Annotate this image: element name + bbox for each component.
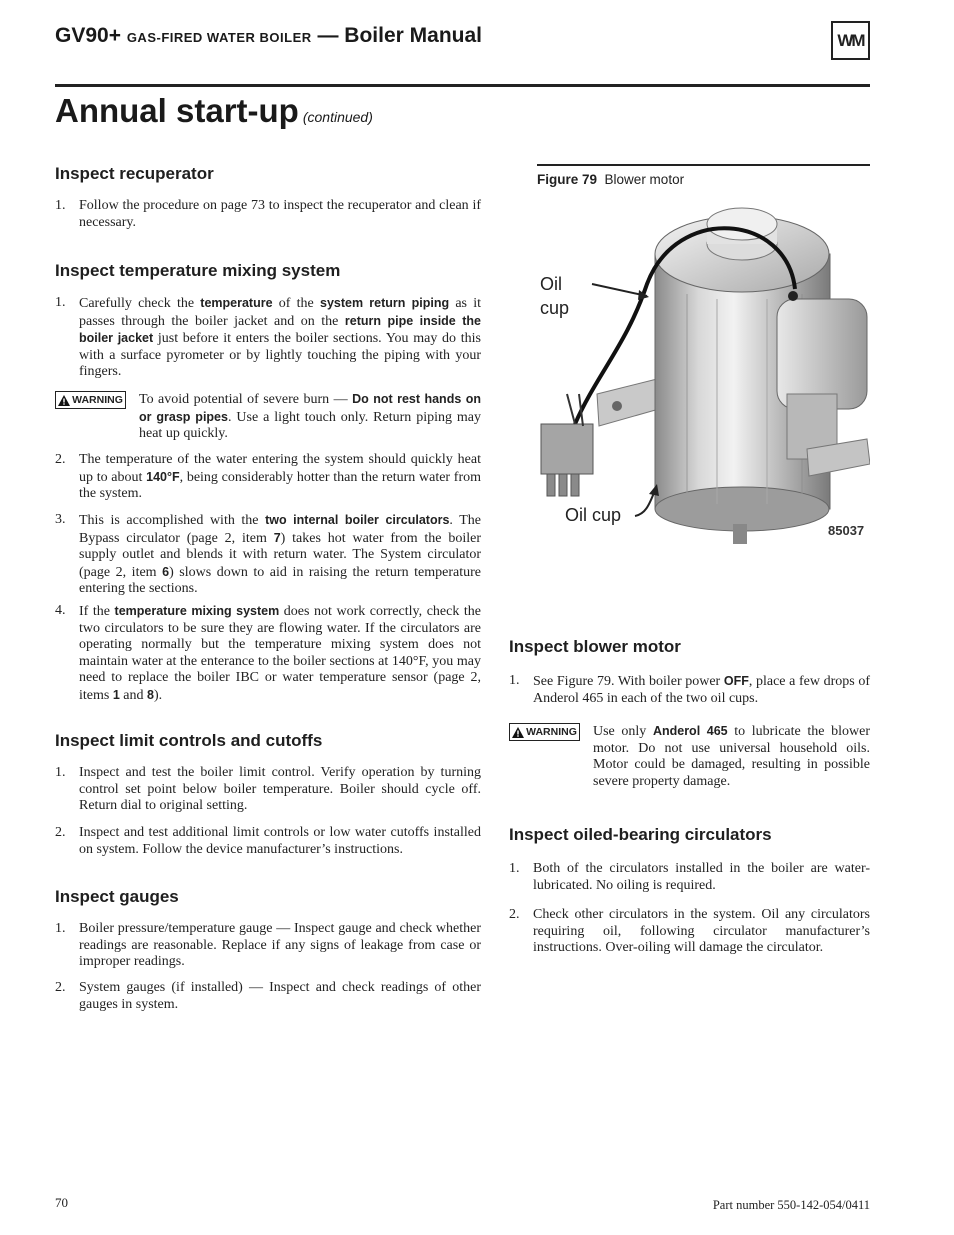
item-number: 2. (55, 452, 66, 467)
item-number: 4. (55, 603, 66, 618)
item-text: If the temperature mixing system does not work correctly, check the two circulators to be sure they are flowing water. If the circulators are operating normally but the temperature mixing system does not maintain water at the enterance to the boiler sections at 140°F, you may need to replace the boiler IBC or water temperature sensor (page 2, items 1 and 8). (79, 604, 481, 703)
list-item (55, 452, 481, 503)
item-number: 2. (55, 980, 66, 995)
figure-rule (537, 164, 870, 166)
item-number: 2. (55, 825, 66, 840)
page-title-text: Annual start-up (55, 92, 299, 129)
list-item (55, 825, 481, 858)
header-rule (55, 84, 870, 87)
list-item (509, 907, 870, 957)
item-number: 1. (509, 673, 520, 688)
item-text: See Figure 79. With boiler power OFF, place a few drops of Anderol 465 in each of the two oil cups. (533, 674, 870, 706)
model-name: GV90+ (55, 24, 121, 47)
list-item (55, 980, 481, 1013)
warning-oil (509, 723, 870, 790)
list-item (55, 512, 481, 598)
item-number: 1. (55, 765, 66, 780)
list-item (55, 765, 481, 815)
brand-logo (831, 21, 870, 60)
item-number: 1. (55, 295, 66, 310)
figure-code: 85037 (828, 523, 865, 538)
item-text: This is accomplished with the two internal boiler circulators. The Bypass circulator (page 2, item 7) takes hot water from the boiler supply outlet and blends it with return water. The System circulator (page 2, item 6) slows down to aid in raising the return temperature entering the sections. (79, 513, 482, 596)
page-header (55, 24, 870, 86)
list-item (509, 673, 870, 707)
figure-caption: Figure 79 Blower motor (537, 172, 685, 187)
item-number: 3. (55, 512, 66, 527)
item-number: 2. (509, 907, 520, 922)
model-subtitle: GAS-FIRED WATER BOILER (126, 30, 312, 45)
svg-text:cup: cup (540, 298, 570, 318)
heading-inspect-limit-controls: Inspect limit controls and cutoffs (55, 731, 323, 750)
warning-badge: WARNING (509, 723, 580, 741)
warning-text: Use only Anderol 465 to lubricate the blower motor. Do not use universal household oils. Motor could be damaged, resulting in possible severe property damage. (593, 724, 870, 789)
warning-triangle-icon (58, 395, 70, 406)
warning-burn (55, 391, 481, 443)
item-number: 1. (55, 198, 66, 213)
list-item (55, 921, 481, 971)
heading-inspect-mixing-system: Inspect temperature mixing system (55, 261, 341, 280)
heading-inspect-gauges: Inspect gauges (55, 887, 179, 906)
warning-text: To avoid potential of severe burn — Do not rest hands on or grasp pipes. Use a light touch only. Return piping may heat up quickly. (139, 392, 482, 441)
list-item (55, 603, 481, 704)
warning-badge: WARNING (55, 391, 126, 409)
item-number: 1. (55, 921, 66, 936)
item-text: System gauges (if installed) — Inspect and check readings of other gauges in system. (79, 980, 481, 1012)
item-text: Carefully check the temperature of the system return piping as it passes through the boiler jacket and on the return pipe inside the boiler jacket just before it enters the boiler sections. You may do this with a surface pyrometer or by lightly touching the piping with your fingers. (79, 296, 481, 379)
item-number: 1. (509, 861, 520, 876)
part-number: Part number 550-142-054/0411 (712, 1198, 870, 1212)
item-text: The temperature of the water entering the system should quickly heat up to about 140°F, being considerably hotter than the return water from the system. (79, 452, 482, 501)
warning-triangle-icon (512, 727, 524, 738)
label-oil-cup-bottom: Oil cup (565, 505, 622, 525)
item-text: Check other circulators in the system. Oil any circulators requiring oil, following circulator manufacturer’s instructions. Over-oiling will damage the circulator. (533, 907, 870, 955)
manual-name: — Boiler Manual (317, 24, 482, 47)
list-item (55, 295, 481, 381)
brand-logo-text: WM (837, 30, 864, 50)
item-text: Both of the circulators installed in the boiler are water-lubricated. No oiling is required. (533, 861, 870, 893)
page-title (55, 92, 373, 130)
page-number: 70 (55, 1195, 68, 1210)
list-item (509, 861, 870, 894)
item-text: Inspect and test the boiler limit control. Verify operation by turning control set point below boiler temperature. Boiler should cycle off. Return dial to original setting. (79, 765, 481, 813)
blower-motor-illustration (537, 194, 870, 544)
heading-inspect-blower-motor: Inspect blower motor (509, 637, 681, 656)
heading-inspect-oiled-bearing-circulators: Inspect oiled-bearing circulators (509, 825, 772, 844)
item-text: Follow the procedure on page 73 to inspect the recuperator and clean if necessary. (79, 198, 481, 230)
item-text: Boiler pressure/temperature gauge — Inspect gauge and check whether readings are reasonable. Replace if any signs of leakage from case or improper readings. (79, 921, 481, 969)
label-oil-cup-top: Oil (540, 274, 562, 294)
item-text: Inspect and test additional limit controls or low water cutoffs installed on system. Follow the device manufacturer’s instructions. (79, 825, 481, 857)
heading-inspect-recuperator: Inspect recuperator (55, 164, 214, 183)
document-title (55, 24, 482, 48)
figure-blower-motor (537, 164, 870, 554)
page-title-note: (continued) (302, 109, 373, 125)
list-item (55, 198, 481, 231)
